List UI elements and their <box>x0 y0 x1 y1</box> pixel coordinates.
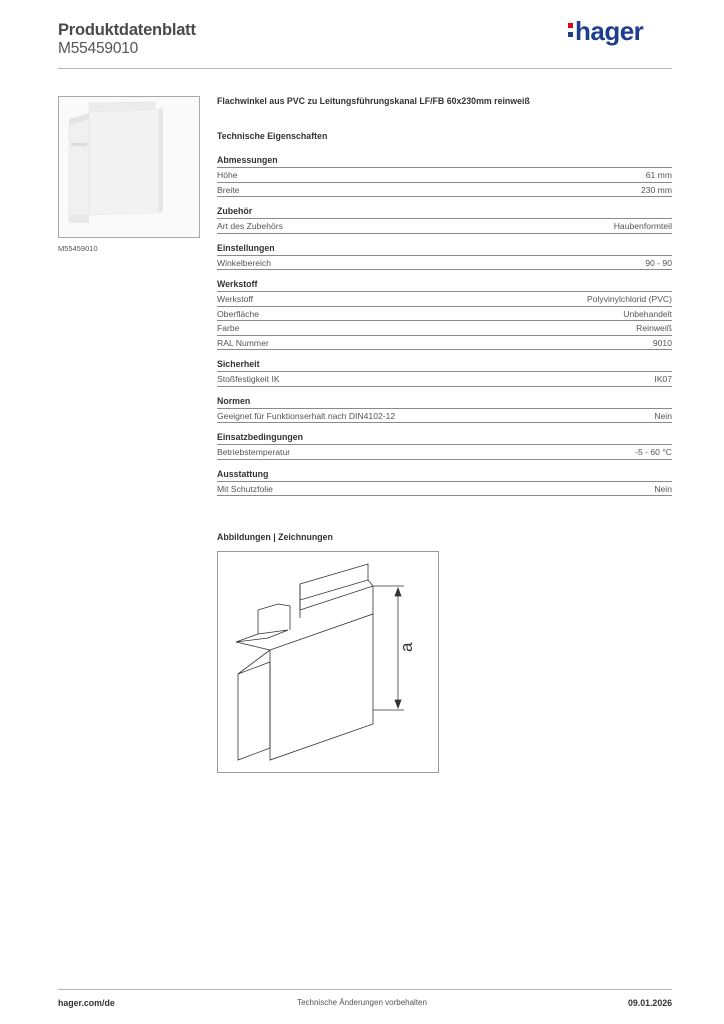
drawings-heading: Abbildungen | Zeichnungen <box>217 532 333 542</box>
spec-section <box>217 469 672 497</box>
spec-label: Breite <box>217 184 240 195</box>
product-description: Flachwinkel aus PVC zu Leitungsführungskanal LF/FB 60x230mm reinweiß <box>217 96 530 106</box>
spec-value: Unbehandelt <box>623 308 672 319</box>
section-title: Werkstoff <box>217 279 672 292</box>
spec-section <box>217 243 672 271</box>
spec-label: RAL Nummer <box>217 337 269 348</box>
spec-label: Betriebstemperatur <box>217 447 291 457</box>
footer-date: 09.01.2026 <box>627 998 672 1008</box>
spec-row <box>217 292 672 307</box>
spec-label: Art des Zubehörs <box>217 221 283 231</box>
spec-value: Polyvinylchlorid (PVC) <box>586 294 672 304</box>
product-photo-icon <box>59 97 199 237</box>
spec-section <box>217 359 672 387</box>
footer-notice: Technische Änderungen vorbehalten <box>297 998 427 1007</box>
spec-row <box>217 219 672 234</box>
spec-row <box>217 336 672 351</box>
section-title: Sicherheit <box>217 359 672 372</box>
spec-value: 61 mm <box>645 170 672 180</box>
spec-row <box>217 183 672 198</box>
section-title: Ausstattung <box>217 469 672 482</box>
spec-value: Nein <box>654 483 672 494</box>
section-title: Einsatzbedingungen <box>217 432 672 445</box>
spec-row <box>217 307 672 322</box>
page-title: Produktdatenblatt <box>58 21 196 39</box>
spec-row <box>217 372 672 387</box>
spec-value: 90 - 90 <box>645 257 672 268</box>
technical-drawing <box>217 551 439 773</box>
spec-row <box>217 256 672 271</box>
footer-website-link[interactable]: hager.com/de <box>58 998 115 1008</box>
spec-value: -5 - 60 °C <box>635 447 672 457</box>
spec-label: Werkstoff <box>217 294 253 304</box>
spec-label: Farbe <box>217 323 240 333</box>
logo-dots-icon <box>568 23 574 41</box>
spec-label: Mit Schutzfolie <box>217 483 273 494</box>
spec-table <box>217 155 672 505</box>
spec-row <box>217 409 672 424</box>
spec-section <box>217 396 672 424</box>
header-divider <box>58 68 672 69</box>
spec-value: IK07 <box>654 374 672 384</box>
spec-row <box>217 482 672 497</box>
hager-logo[interactable] <box>568 16 643 47</box>
image-caption: M55459010 <box>58 244 98 253</box>
spec-section <box>217 432 672 460</box>
spec-value: Haubenformteil <box>613 221 672 231</box>
spec-value: Reinweiß <box>636 323 672 333</box>
footer-divider <box>58 989 672 990</box>
spec-section <box>217 206 672 234</box>
spec-label: Stoßfestigkeit IK <box>217 374 280 384</box>
article-number: M55459010 <box>58 40 139 57</box>
spec-label: Oberfläche <box>217 308 260 319</box>
spec-label: Geeignet für Funktionserhalt nach DIN4102-12 <box>217 410 396 421</box>
product-image <box>58 96 200 238</box>
tech-properties-heading: Technische Eigenschaften <box>217 131 328 141</box>
spec-section <box>217 155 672 197</box>
spec-value: 230 mm <box>640 184 672 195</box>
spec-section <box>217 279 672 350</box>
section-title: Normen <box>217 396 672 409</box>
spec-label: Höhe <box>217 170 238 180</box>
spec-value: Nein <box>654 410 672 421</box>
spec-label: Winkelbereich <box>217 257 271 268</box>
dimension-drawing-icon <box>218 552 438 772</box>
spec-row <box>217 168 672 183</box>
spec-value: 9010 <box>652 337 672 348</box>
logo-text: hager <box>575 16 644 46</box>
section-title: Einstellungen <box>217 243 672 256</box>
section-title: Abmessungen <box>217 155 672 168</box>
spec-row <box>217 445 672 460</box>
section-title: Zubehör <box>217 206 672 219</box>
dimension-label: a <box>397 642 416 652</box>
spec-row <box>217 321 672 336</box>
